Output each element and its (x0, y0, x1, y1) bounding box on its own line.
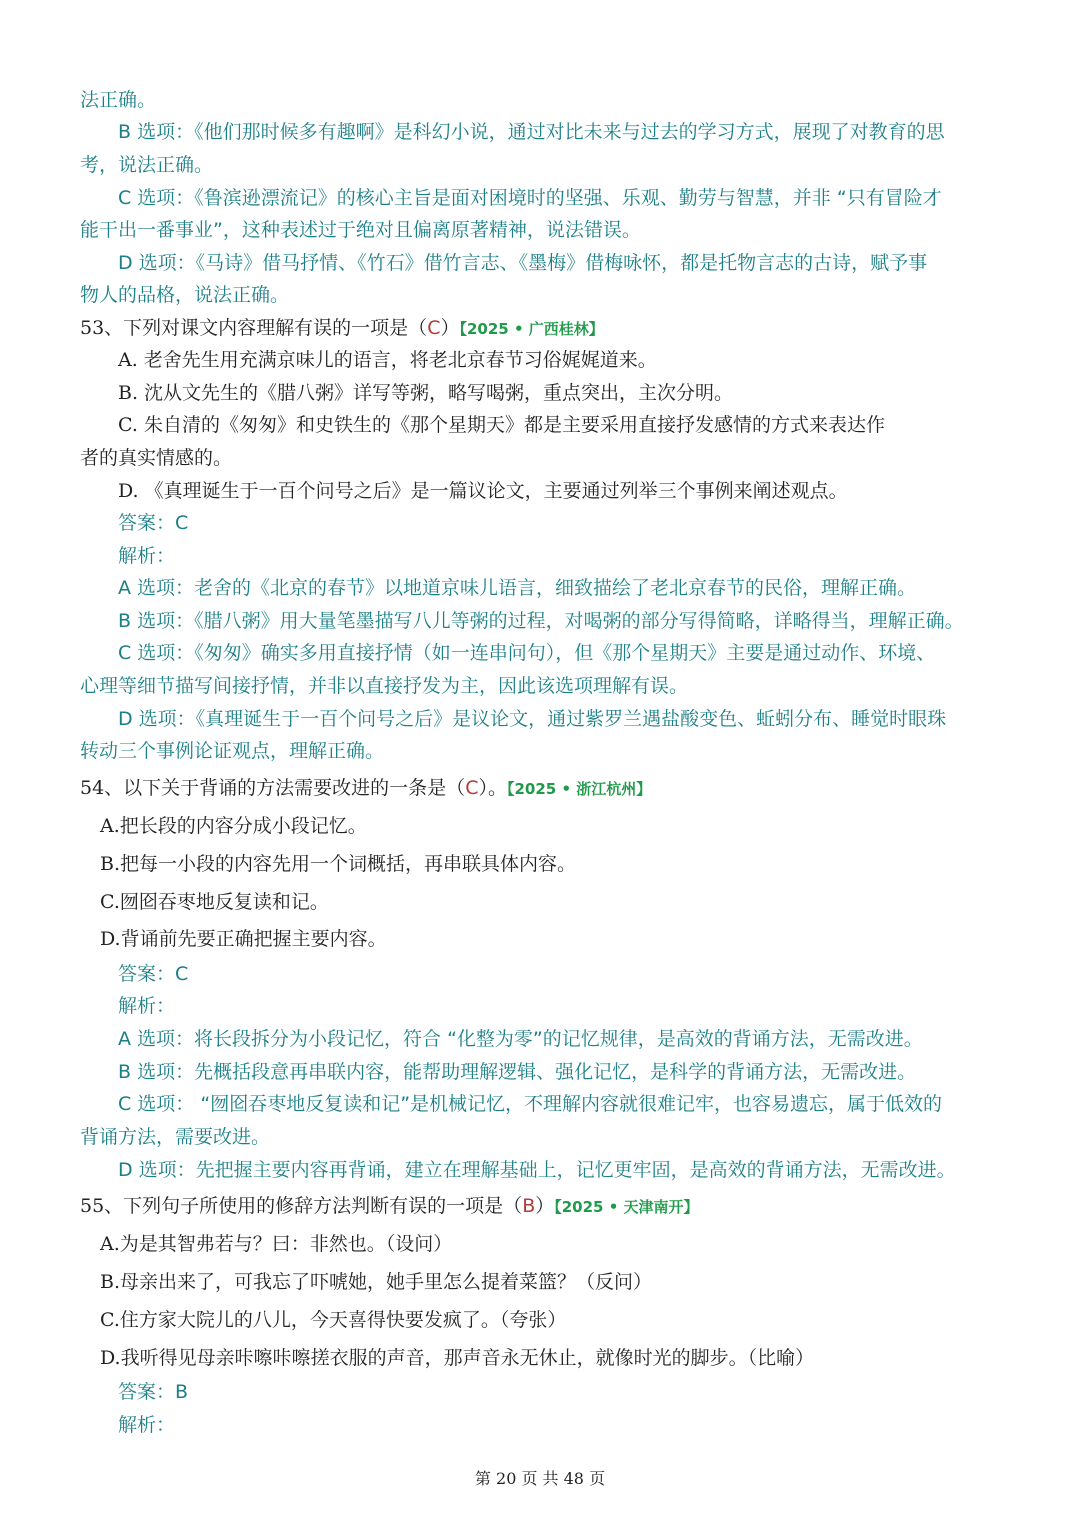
prev-explanation-d-line2: 物人的品格，说法正确。 (80, 284, 290, 306)
prev-explanation-d-line1: D 选项：《马诗》借马抒情、《竹石》借竹言志、《墨梅》借梅咏怀，都是托物言志的古诗，赋予事 (118, 252, 928, 274)
question-54-stem-end: ）。 (478, 777, 507, 799)
prev-explanation-b-line1: B 选项：《他们那时候多有趣啊》是科幻小说，通过对比未来与过去的学习方式，展现了对教育的思 (118, 121, 945, 143)
question-55-option-d: D.我听得见母亲咔嚓咔嚓搓衣服的声音，那声音永无休止，就像时光的脚步。（比喻） (100, 1347, 815, 1369)
question-55-option-c: C.住方家大院儿的八儿，今天喜得快要发疯了。（夸张） (100, 1309, 567, 1331)
question-55-source-tag: 【2025 • 天津南开】 (554, 1198, 699, 1216)
question-53-answer-mark: C (427, 317, 441, 339)
question-53-option-b: B. 沈从文先生的《腊八粥》详写等粥，略写喝粥，重点突出，主次分明。 (118, 382, 734, 404)
question-53-explanation-d-line1: D 选项：《真理诞生于一百个问号之后》是议论文，通过紫罗兰遇盐酸变色、蚯蚓分布、睡觉时眼珠 (118, 708, 947, 730)
question-55-answer: 答案：B (118, 1381, 189, 1403)
question-53-explanation-c-line1: C 选项：《匆匆》确实多用直接抒情（如一连串问句），但《那个星期天》主要是通过动作、环境、 (118, 642, 936, 664)
question-54-option-b: B.把每一小段的内容先用一个词概括，再串联具体内容。 (100, 853, 577, 875)
question-53-option-a: A. 老舍先生用充满京味儿的语言，将老北京春节习俗娓娓道来。 (118, 349, 657, 371)
question-53-option-d: D. 《真理诞生于一百个问号之后》是一篇议论文，主要通过列举三个事例来阐述观点。 (118, 480, 848, 502)
question-54-explanation-c-line1: C 选项： “囫囵吞枣地反复读和记”是机械记忆，不理解内容就很难记牢，也容易遗忘，属于低效的 (118, 1093, 943, 1115)
question-53-stem-end: ） (440, 317, 460, 339)
question-55-option-a: A.为是其智弗若与？曰：非然也。（设问） (100, 1233, 453, 1255)
question-53-explanation-d-line2: 转动三个事例论证观点，理解正确。 (80, 740, 385, 762)
page-number-footer: 第 20 页 共 48 页 (474, 1469, 606, 1488)
question-54-stem-text: 54、以下关于背诵的方法需要改进的一条是（ (80, 777, 466, 799)
question-53-source-tag: 【2025 • 广西桂林】 (459, 320, 604, 338)
question-55-stem (80, 1190, 699, 1223)
question-53-stem-text: 53、下列对课文内容理解有误的一项是（ (80, 317, 428, 339)
question-55-option-b: B.母亲出来了，可我忘了吓唬她，她手里怎么提着菜篮？（反问） (100, 1271, 653, 1293)
question-54-option-d: D.背诵前先要正确把握主要内容。 (100, 928, 387, 950)
question-54-explanation-b: B 选项：先概括段意再串联内容，能帮助理解逻辑、强化记忆，是科学的背诵方法，无需改进。 (118, 1061, 917, 1083)
question-55-answer-mark: B (522, 1195, 536, 1217)
question-54-analysis-label: 解析： (118, 995, 176, 1017)
question-53-explanation-c-line2: 心理等细节描写间接抒情，并非以直接抒发为主，因此该选项理解有误。 (80, 675, 689, 697)
prev-explanation-c-line1: C 选项：《鲁滨逊漂流记》的核心主旨是面对困境时的坚强、乐观、勤劳与智慧，并非 “只有冒险才 (118, 187, 942, 209)
question-54-explanation-c-line2: 背诵方法，需要改进。 (80, 1126, 271, 1148)
prev-explanation-a-tail: 法正确。 (80, 89, 157, 111)
question-54-option-c: C.囫囵吞枣地反复读和记。 (100, 891, 329, 913)
question-53-explanation-b: B 选项：《腊八粥》用大量笔墨描写八儿等粥的过程，对喝粥的部分写得简略，详略得当，理解正确。 (118, 610, 964, 632)
question-53-analysis-label: 解析： (118, 545, 176, 567)
question-53-answer: 答案：C (118, 512, 189, 534)
question-55-stem-end: ） (535, 1195, 555, 1217)
prev-explanation-b-line2: 考，说法正确。 (80, 154, 214, 176)
question-53-stem (80, 312, 604, 345)
question-54-source-tag: 【2025 • 浙江杭州】 (506, 780, 652, 798)
question-54-explanation-a: A 选项：将长段拆分为小段记忆，符合 “化整为零”的记忆规律，是高效的背诵方法，无需改进。 (118, 1028, 923, 1050)
question-54-explanation-d: D 选项：先把握主要内容再背诵，建立在理解基础上，记忆更牢固，是高效的背诵方法，无需改进。 (118, 1159, 956, 1181)
prev-explanation-c-line2: 能干出一番事业”，这种表述过于绝对且偏离原著精神，说法错误。 (80, 219, 641, 241)
question-53-option-c-line1: C. 朱自清的《匆匆》和史铁生的《那个星期天》都是主要采用直接抒发感情的方式来表达作 (118, 414, 885, 436)
question-53-explanation-a: A 选项：老舍的《北京的春节》以地道京味儿语言，细致描绘了老北京春节的民俗，理解正确。 (118, 577, 917, 599)
question-54-answer: 答案：C (118, 963, 189, 985)
question-54-stem (80, 772, 651, 805)
question-55-analysis-label: 解析： (118, 1414, 176, 1436)
question-54-answer-mark: C (465, 777, 479, 799)
question-53-option-c-line2: 者的真实情感的。 (80, 447, 233, 469)
question-54-option-a: A.把长段的内容分成小段记忆。 (100, 815, 367, 837)
question-55-stem-text: 55、下列句子所使用的修辞方法判断有误的一项是（ (80, 1195, 523, 1217)
